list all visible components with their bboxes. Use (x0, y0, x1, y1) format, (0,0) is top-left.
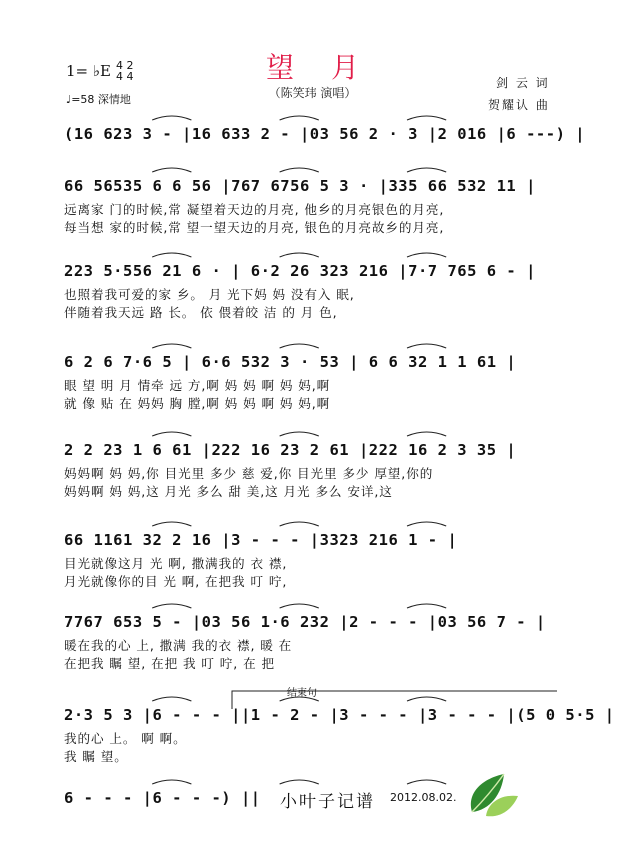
lyric-line: 暖在我的心 上, 撒满 我的衣 襟, 暖 在 (64, 638, 293, 653)
score-row-notes: 2·3 5 3 |6 - - - ||1 - 2 - |3 - - - |3 - - - |(5 0 5·5 | (64, 706, 615, 724)
meter-top: 4 2 (116, 59, 134, 72)
lyricist-credit: 剑 云 词 (496, 76, 550, 90)
lyric-line: 每当想 家的时候,常 望一望天边的月亮, 银色的月亮故乡的月亮, (64, 220, 445, 235)
singer-credit: （陈笑玮 演唱） (268, 86, 357, 100)
lyric-line: 我的心 上。 啊 啊。 (64, 731, 187, 746)
lyric-line: 远离家 门的时候,常 凝望着天边的月亮, 他乡的月亮银色的月亮, (64, 202, 445, 217)
lyric-line: 妈妈啊 妈 妈,这 月光 多么 甜 美,这 月光 多么 安详,这 (64, 484, 393, 499)
tempo-marking: ♩=58 深情地 (66, 93, 131, 106)
lyric-line: 在把我 瞩 望, 在把 我 叮 咛, 在 把 (64, 656, 275, 671)
transcription-date: 2012.08.02. (390, 791, 457, 804)
score-row-notes: 2 2 23 1 6 61 |222 16 23 2 61 |222 16 2 3 35 | (64, 441, 517, 459)
lyric-line: 眼 望 明 月 情牵 远 方,啊 妈 妈 啊 妈 妈,啊 (64, 378, 331, 393)
transcriber-signature: 小叶子记谱 (280, 792, 375, 812)
lyric-line: 目光就像这月 光 啊, 撒满我的 衣 襟, (64, 556, 288, 571)
key-signature: 1= ♭E (66, 62, 111, 80)
score-row-notes: 6 - - - |6 - - -) || (64, 789, 261, 807)
score-row-notes: 6 2 6 7·6 5 | 6·6 532 3 · 53 | 6 6 32 1 1 61 | (64, 353, 517, 371)
lyric-line: 我 瞩 望。 (64, 749, 128, 764)
leaf-icon (462, 770, 522, 820)
score-row-notes: 7767 653 5 - |03 56 1·6 232 |2 - - - |03 56 7 - | (64, 613, 546, 631)
score-row-notes: (16 623 3 - |16 633 2 - |03 56 2 · 3 |2 016 |6 ---) | (64, 125, 586, 143)
score-row-notes: 66 1161 32 2 16 |3 - - - |3323 216 1 - | (64, 531, 458, 549)
score-row-notes: 223 5·556 21 6 · | 6·2 26 323 216 |7·7 765 6 - | (64, 262, 536, 280)
composer-credit: 贺耀认 曲 (488, 98, 550, 112)
lyric-line: 月光就像你的目 光 啊, 在把我 叮 咛, (64, 574, 288, 589)
lyric-line: 也照着我可爱的家 乡。 月 光下妈 妈 没有入 眠, (64, 287, 355, 302)
lyric-line: 妈妈啊 妈 妈,你 目光里 多少 慈 爱,你 目光里 多少 厚望,你的 (64, 466, 434, 481)
meter-bottom: 4 4 (116, 70, 134, 83)
lyric-line: 就 像 贴 在 妈妈 胸 膛,啊 妈 妈 啊 妈 妈,啊 (64, 396, 331, 411)
song-title: 望 月 (266, 51, 373, 84)
lyric-line: 伴随着我天远 路 长。 依 偎着皎 洁 的 月 色, (64, 305, 338, 320)
score-row-notes: 66 56535 6 6 56 |767 6756 5 3 · |335 66 532 11 | (64, 177, 536, 195)
coda-label: 结束句 (287, 688, 317, 699)
